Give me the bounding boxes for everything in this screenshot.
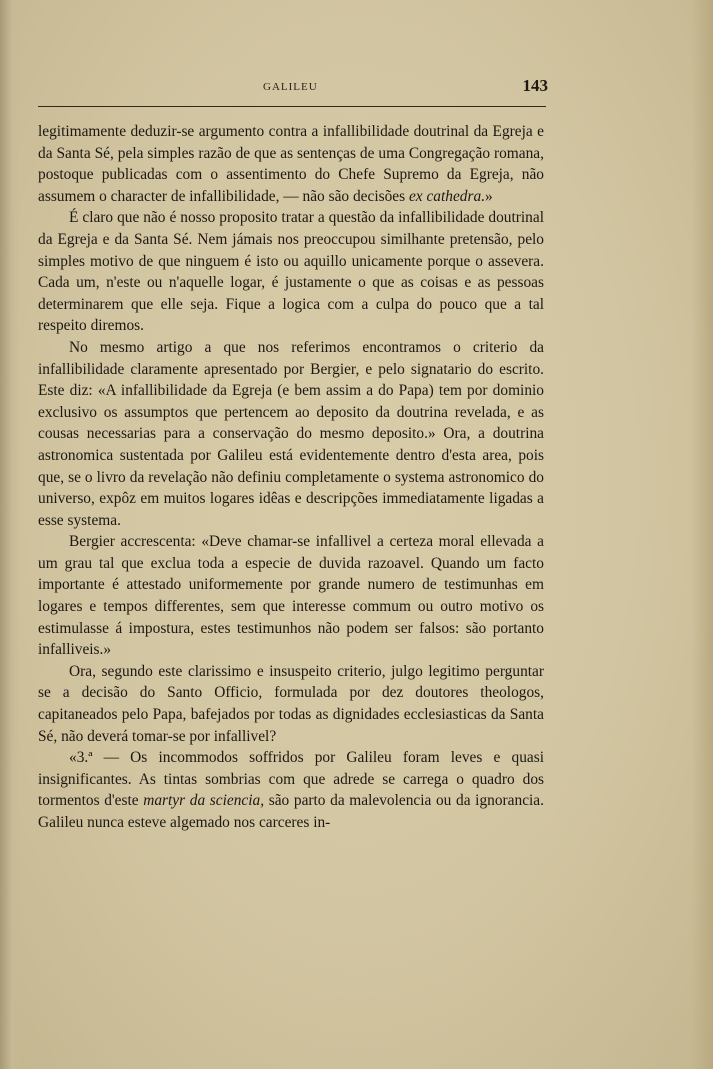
paragraph-1-italic: ex cathedra. bbox=[408, 187, 486, 205]
page-edge-shadow bbox=[691, 0, 713, 1069]
paragraph-6-italic: martyr da sciencia, bbox=[143, 792, 265, 810]
running-head: GALILEU bbox=[263, 81, 318, 93]
paragraph-1 bbox=[38, 121, 544, 207]
header-rule bbox=[38, 106, 546, 107]
paragraph-4: Bergier accrescenta: «Deve chamar-se infallivel a certeza moral ellevada a um grau tal que exclua toda a especie de duvida razoavel. Quando um facto importante é attestado uniformemente por grande numero de testimunhas em logares e tempos differentes, sem que interesse commum ou outro motivo os estimulasse á impostura, estes testimunhos não podem ser falsos: são portanto infalliveis.» bbox=[38, 533, 544, 659]
page-gutter-shadow bbox=[0, 0, 20, 1069]
page-header bbox=[38, 76, 548, 100]
paragraph-6-text: «3.ª — Os incommodos soffridos por Galileu foram leves e quasi insignificantes. As tintas sombrias com que adrede se carrega o quadro dos tormentos d'este bbox=[38, 749, 544, 810]
paragraph-6-end: são parto da malevolencia ou da ignorancia. Galileu nunca esteve algemado nos carceres in- bbox=[38, 792, 544, 831]
paragraph-2: É claro que não é nosso proposito tratar a questão da infallibilidade doutrinal da Egreja e da Santa Sé. Nem jámais nos preoccupou similhante pretensão, pelo simples motivo de que ninguem é isto ou aquillo unicamente porque o assevera. Cada um, n'este ou n'aquelle logar, é justamente o que as coisas e as pessoas determinarem que elle seja. Fique a logica com a culpa do pouco que a tal respeito diremos. bbox=[38, 209, 544, 335]
body-text bbox=[38, 121, 544, 834]
page-number: 143 bbox=[522, 76, 548, 95]
paragraph-1-text: legitimamente deduzir-se argumento contra a infallibilidade doutrinal da Egreja e da Santa Sé, pela simples razão de que as sentenças de uma Congregação romana, postoque publicadas com o assentimento do Chefe Supremo da Egreja, não assumem o character de infallibilidade, — não são decisões bbox=[38, 123, 544, 205]
paragraph-3: No mesmo artigo a que nos referimos encontramos o criterio da infallibilidade claramente apresentado por Bergier, e pelo signatario do escrito. Este diz: «A infallibilidade da Egreja (e bem assim a do Papa) tem por dominio exclusivo os assumptos que pertencem ao deposito da doutrina revelada, e as cousas necessarias para a conservação do mesmo deposito.» Ora, a doutrina astronomica sustentada por Galileu está evidentemente dentro d'esta area, pois que, se o livro da revelação não definiu completamente o systema astronomico do universo, expôz em muitos logares idêas e descripções immediatamente ligadas a esse systema. bbox=[38, 338, 544, 529]
paragraph-5: Ora, segundo este clarissimo e insuspeito criterio, julgo legitimo perguntar se a decisão do Santo Officio, formulada por dez doutores theologos, capitaneados pelo Papa, bafejados por todas as dignidades ecclesiasticas da Santa Sé, não deverá tomar-se por infallivel? bbox=[38, 662, 544, 745]
paragraph-1-close: » bbox=[485, 187, 493, 205]
paragraph-6 bbox=[38, 747, 544, 833]
